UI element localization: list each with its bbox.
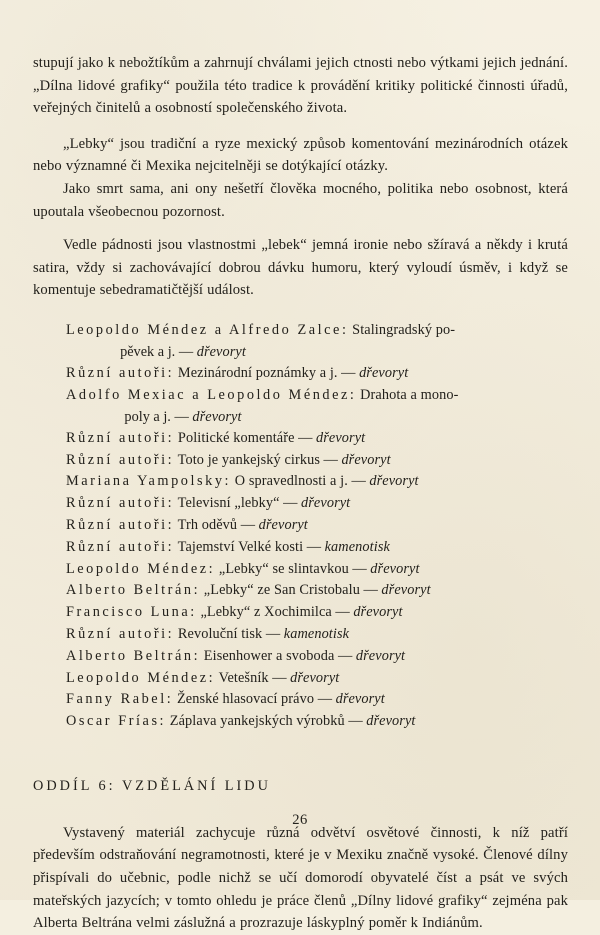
catalog-entry-separator: — (344, 713, 367, 730)
catalog-entry-number (33, 580, 66, 601)
body-text-block (33, 52, 568, 302)
paragraph-2: „Lebky“ jsou tradiční a ryze mexický způsob komentování mezinárodních otázek nebo významné či Mexika nejcitelněji se dotýkající otázky. (33, 135, 568, 175)
section-paragraph: Vystavený materiál zachycuje různá odvětví osvětové činnosti, k níž patří především odstraňování negramotnosti, které je v Mexiku značně vysoké. Členové dílny přispívali do učebnic, podle nichž se učí domorodí obyvatelé číst a psát ve svých mateřských jazycích; v tomto ohledu je práce členů „Dílny lidové grafiky“ zejména pak Alberta Beltrána velmi záslužná a prozrazuje láskyplný poměr k Indiánům. (33, 824, 568, 932)
catalog-entry-separator: — (334, 647, 356, 664)
catalog-entry-title: O spravedlnosti a j. (234, 473, 348, 490)
catalog-entry-technique: dřevoryt (369, 473, 419, 490)
catalog-entry (33, 580, 568, 601)
catalog-entry-technique: dřevoryt (335, 691, 385, 708)
catalog-entry-technique: dřevoryt (196, 343, 246, 360)
catalog-entry-title: Eisenhower a svoboda (203, 647, 335, 664)
catalog-entry-technique: dřevoryt (290, 669, 340, 686)
catalog-entry-separator: — (303, 538, 325, 555)
catalog-entry-continuation (33, 342, 333, 363)
catalog-entry-title: Tajemství Velké kosti (177, 538, 304, 555)
section-gap (33, 733, 568, 776)
catalog-entry-separator: — (331, 604, 354, 621)
paragraph-3: Jako smrt sama, ani ony nešetří člověka mocného, politika nebo osobnost, která upoutala všeobecnou pozornost. (33, 180, 568, 220)
catalog-entry (33, 711, 568, 732)
catalog-entry-author: Různí autoři: (66, 364, 175, 381)
catalog-entry-author: Různí autoři: (66, 451, 175, 468)
catalog-entry-technique: dřevoryt (341, 451, 391, 468)
catalog-entry-number (33, 450, 66, 471)
catalog-entry-continuation (33, 407, 333, 428)
catalog-entry-number (33, 668, 66, 689)
catalog-entry-separator: — (314, 691, 336, 708)
catalog-entry-title: Toto je yankejský cirkus (177, 451, 320, 468)
catalog-entry-continuation-title: poly a j. (124, 408, 171, 425)
catalog-entry (33, 385, 568, 406)
catalog-entry (33, 363, 568, 384)
catalog-entry-author: Leopoldo Méndez: (66, 560, 216, 577)
catalog-entry-separator: — (262, 625, 284, 642)
catalog-entry (33, 515, 568, 536)
catalog-entry (33, 602, 568, 623)
catalog-entry-author: Různí autoři: (66, 625, 175, 642)
catalog-entry (33, 471, 568, 492)
catalog-entry (33, 428, 568, 449)
catalog-entry-list (33, 320, 568, 732)
catalog-entry-separator: — (268, 669, 291, 686)
catalog-entry (33, 689, 568, 710)
catalog-entry-number (33, 689, 66, 710)
catalog-entry (33, 624, 568, 645)
catalog-entry-number (33, 471, 66, 492)
catalog-entry-number (33, 320, 66, 341)
catalog-entry-title: Revoluční tisk (177, 625, 263, 642)
catalog-entry-number (33, 646, 66, 667)
catalog-entry-title: Záplava yankejských výrobků (169, 713, 345, 730)
catalog-entry-author: Alberto Beltrán: (66, 582, 201, 599)
catalog-entry-technique: dřevoryt (359, 364, 409, 381)
catalog-entry-author: Fanny Rabel: (66, 691, 174, 708)
catalog-entry (33, 646, 568, 667)
paragraph-gap (33, 120, 568, 133)
catalog-entry-technique: dřevoryt (315, 429, 366, 446)
catalog-entry-title: „Lebky“ z Xochimilca (200, 604, 332, 621)
paragraph-1: stupují jako k nebožtíkům a zahrnují chválami jejich ctnosti nebo výtkami jejich jednání. „Dílna lidové grafiky“ použila této tradice k provádění kritiky politické činnosti úřadů, veřejných činitelů a osobností společenského života. (33, 55, 568, 117)
catalog-entry-author: Leopoldo Méndez: (66, 669, 216, 686)
catalog-entry-title: Trh oděvů (177, 516, 238, 533)
catalog-entry-author: Mariana Yampolsky: (66, 473, 232, 490)
catalog-entry (33, 537, 568, 558)
catalog-entry-technique: dřevoryt (258, 516, 308, 533)
section-body-block (33, 822, 568, 935)
catalog-entry-number (33, 711, 66, 732)
catalog-entry-separator: — (279, 495, 302, 512)
catalog-entry-number (33, 493, 66, 514)
catalog-entry-author: Různí autoři: (66, 429, 175, 446)
catalog-entry-author: Francisco Luna: (66, 604, 197, 621)
catalog-entry-title: „Lebky“ se slintavkou (218, 560, 349, 577)
catalog-entry-title: Stalingradský po- (352, 321, 456, 338)
catalog-entry-technique: dřevoryt (355, 647, 406, 664)
catalog-entry-separator: — (359, 582, 382, 599)
catalog-entry-author: Různí autoři: (66, 538, 175, 555)
catalog-entry-author: Leopoldo Méndez a Alfredo Zalce: (66, 321, 349, 338)
catalog-entry-technique: dřevoryt (353, 604, 403, 621)
catalog-entry-technique: dřevoryt (192, 408, 242, 425)
catalog-entry-author: Různí autoři: (66, 516, 175, 533)
catalog-entry (33, 493, 568, 514)
catalog-entry-separator: — (319, 451, 342, 468)
catalog-entry-separator: — (237, 516, 259, 533)
catalog-entry-technique: dřevoryt (301, 495, 351, 512)
catalog-entry-number (33, 363, 66, 384)
catalog-entry-title: Politické komentáře (177, 429, 295, 446)
catalog-entry-technique: dřevoryt (366, 713, 416, 730)
catalog-entry-number (33, 428, 66, 449)
catalog-entry-separator: — (294, 429, 316, 446)
catalog-entry-author: Oscar Frías: (66, 713, 167, 730)
catalog-entry (33, 450, 568, 471)
catalog-entry-separator: — (175, 343, 197, 360)
catalog-entry-number (33, 537, 66, 558)
catalog-entry-author: Různí autoři: (66, 495, 175, 512)
catalog-entry-separator: — (170, 408, 193, 425)
catalog-entry (33, 320, 568, 341)
catalog-entry-title: Mezinárodní poznámky a j. (177, 364, 338, 381)
catalog-entry-technique: dřevoryt (370, 560, 420, 577)
catalog-entry-title: Drahota a mono- (360, 386, 459, 403)
catalog-entry-separator: — (337, 364, 360, 381)
catalog-entry (33, 668, 568, 689)
paragraph-gap (33, 223, 568, 234)
catalog-entry-number (33, 624, 66, 645)
catalog-entry-number (33, 559, 66, 580)
catalog-entry-author: Adolfo Mexiac a Leopoldo Méndez: (66, 386, 357, 403)
catalog-entry-technique: dřevoryt (381, 582, 431, 599)
section-heading: ODDÍL 6: VZDĚLÁNÍ LIDU (33, 777, 271, 794)
catalog-entry-separator: — (348, 560, 371, 577)
catalog-entry-number (33, 515, 66, 536)
catalog-entry-title: „Lebky“ ze San Cristobalu (203, 582, 360, 599)
catalog-entry-title: Ženské hlasovací právo (176, 691, 315, 708)
catalog-entry-title: Televisní „lebky“ (177, 495, 280, 512)
paragraph-4: Vedle pádnosti jsou vlastnostmi „lebek“ jemná ironie nebo sžíravá a někdy i krutá satira, vždy si zachovávající dobrou dávku humoru, který vyloudí úsměv, i když se komentuje sebedramatičtější událost. (33, 237, 568, 299)
catalog-entry-author: Alberto Beltrán: (66, 647, 201, 664)
catalog-entry-technique: kamenotisk (324, 538, 390, 555)
catalog-entry (33, 559, 568, 580)
page-number: 26 (292, 812, 308, 828)
catalog-entry-technique: kamenotisk (283, 625, 350, 642)
catalog-entry-title: Vetešník (218, 669, 269, 686)
catalog-entry-continuation-title: pěvek a j. (120, 343, 176, 360)
catalog-entry-number (33, 385, 66, 406)
catalog-entry-separator: — (347, 473, 370, 490)
catalog-entry-number (33, 602, 66, 623)
